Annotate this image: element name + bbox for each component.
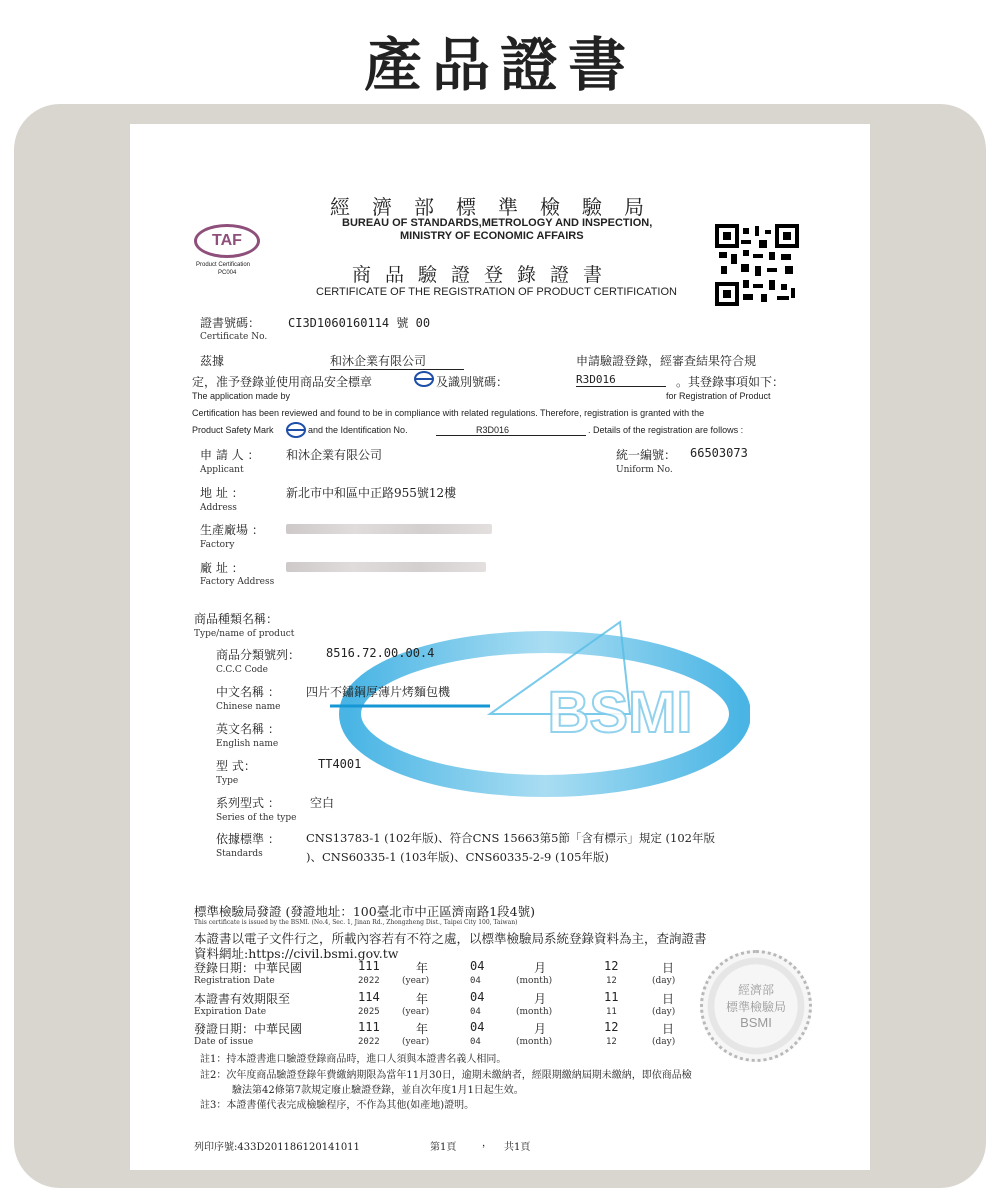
registration-date-label: 登錄日期：中華民國 <box>194 961 303 975</box>
intro-company: 和沐企業有限公司 <box>330 352 464 370</box>
page-total: 共1頁 <box>504 1142 531 1153</box>
issue-year: 111 <box>358 1020 380 1034</box>
issue-month-unit-en: (month) <box>516 1037 553 1047</box>
electronic-note-2: 資料網址:https://civil.bsmi.gov.tw <box>194 946 399 961</box>
standards-label: 依據標準 ： <box>216 832 280 846</box>
issue-date-label: 發證日期：中華民國 <box>194 1022 303 1036</box>
expiration-month: 04 <box>470 990 485 1004</box>
registration-day-unit-en: (day) <box>652 976 676 986</box>
expiration-day: 11 <box>604 990 619 1004</box>
certificate-number-label-en: Certificate No. <box>200 332 268 342</box>
registration-day: 12 <box>604 959 619 973</box>
chinese-name-label: 中文名稱 ： <box>216 685 280 699</box>
intro-en-1b: for Registration of Product <box>666 391 771 401</box>
standards-line-2: )、CNS60335-1 (103年版)、CNS60335-2-9 (105年版) <box>306 850 609 864</box>
bsmi-watermark <box>330 614 750 814</box>
seal-line-2: 標準檢驗局 <box>725 1000 786 1014</box>
taf-subtitle-1: Product Certification <box>196 262 251 268</box>
agency-name-en-2: MINISTRY OF ECONOMIC AFFAIRS <box>400 230 584 242</box>
series-label-en: Series of the type <box>216 813 297 823</box>
expiration-year-en: 2025 <box>358 1007 380 1017</box>
english-name-label: 英文名稱 ： <box>216 722 280 736</box>
issue-day-unit: 日 <box>662 1022 675 1036</box>
expiration-year: 114 <box>358 990 380 1004</box>
registration-month-unit: 月 <box>534 961 547 975</box>
intro-en-3b: and the Identification No. <box>308 425 408 435</box>
chinese-name-value: 四片不鏽鋼厚薄片烤麵包機 <box>306 685 451 699</box>
uniform-number-value: 66503073 <box>690 446 748 460</box>
factory-label: 生產廠場 ： <box>200 523 264 537</box>
intro-en-1a: The application made by <box>192 391 291 401</box>
issue-day-unit-en: (day) <box>652 1037 676 1047</box>
issue-day-en: 12 <box>606 1037 617 1047</box>
uniform-number-label-en: Uniform No. <box>616 465 673 475</box>
applicant-label: 申 請 人 ： <box>200 448 260 462</box>
expiration-day-unit: 日 <box>662 992 675 1006</box>
factory-address-label-en: Factory Address <box>200 577 275 587</box>
certificate-title-en: CERTIFICATE OF THE REGISTRATION OF PRODUCT CERTIFICATION <box>316 286 677 298</box>
issue-day: 12 <box>604 1020 619 1034</box>
intro-prefix: 茲據 <box>200 354 225 368</box>
issue-year-unit-en: (year) <box>402 1037 430 1047</box>
page-separator: ， <box>482 1138 492 1149</box>
print-serial: 列印序號:433D201186120141011 <box>194 1142 360 1153</box>
model-label-en: Type <box>216 776 239 786</box>
registration-date-label-en: Registration Date <box>194 976 275 986</box>
issue-date-label-en: Date of issue <box>194 1037 254 1047</box>
expiration-day-en: 11 <box>606 1007 617 1017</box>
intro-line-2: 定，准予登錄並使用商品安全標章 <box>192 375 373 389</box>
registration-day-unit: 日 <box>662 961 675 975</box>
agency-name-en-1: BUREAU OF STANDARDS,METROLOGY AND INSPECTION, <box>342 217 653 229</box>
registration-year-unit-en: (year) <box>402 976 430 986</box>
expiration-day-unit-en: (day) <box>652 1007 676 1017</box>
product-type-label: 商品種類名稱： <box>194 612 279 626</box>
registration-year-unit: 年 <box>416 961 429 975</box>
uniform-number-label: 統一編號： <box>616 448 677 462</box>
certificate-number-label: 證書號碼： <box>200 316 261 330</box>
registration-year-en: 2022 <box>358 976 380 986</box>
note-2a: 註2：次年度商品驗證登錄年費繳納期限為當年11月30日，逾期未繳納者，經限期繳納屆期未繳納，即依商品檢 <box>200 1070 692 1081</box>
issuer-line: 標準檢驗局發證 (發證地址：100臺北市中正區濟南路1段4號) <box>194 904 535 919</box>
note-1: 註1：持本證書進口驗證登錄商品時，進口人須與本證書名義人相同。 <box>200 1054 507 1065</box>
standards-line-1: CNS13783-1 (102年版)、符合CNS 15663第5節「含有標示」規定 (102年版 <box>306 831 715 845</box>
certificate-title-cn: 商品驗證登錄證書 <box>352 264 617 286</box>
factory-redacted <box>286 524 492 534</box>
factory-label-en: Factory <box>200 540 235 550</box>
registration-month: 04 <box>470 959 485 973</box>
bsmi-seal <box>700 950 812 1062</box>
registration-month-en: 04 <box>470 976 481 986</box>
intro-line-1-end: 申請驗證登錄，經審查結果符合規 <box>576 354 757 368</box>
expiration-year-unit-en: (year) <box>402 1007 430 1017</box>
issue-year-en: 2022 <box>358 1037 380 1047</box>
intro-id-code: R3D016 <box>576 373 666 387</box>
registration-year: 111 <box>358 959 380 973</box>
standards-label-en: Standards <box>216 849 263 859</box>
intro-en-3c: R3D016 <box>436 425 586 436</box>
agency-name-cn: 經濟部標準檢驗局 <box>330 195 666 219</box>
intro-id-label: 及識別號碼： <box>436 375 509 389</box>
qr-code <box>715 224 799 306</box>
model-value: TT4001 <box>318 757 362 771</box>
taf-logo-text: TAF <box>212 232 242 249</box>
seal-line-1: 經濟部 <box>737 983 774 997</box>
factory-address-redacted <box>286 562 486 572</box>
page-title: 產品證書 <box>363 31 636 99</box>
intro-en-3a: Product Safety Mark <box>192 425 274 435</box>
product-type-label-en: Type/name of product <box>194 629 295 639</box>
series-label: 系列型式 ： <box>216 796 280 810</box>
model-label: 型 式： <box>216 759 256 773</box>
issue-month-unit: 月 <box>534 1022 547 1036</box>
expiration-month-unit-en: (month) <box>516 1007 553 1017</box>
expiration-month-unit: 月 <box>534 992 547 1006</box>
ccc-code-label-en: C.C.C Code <box>216 665 268 675</box>
intro-en-2: Certification has been reviewed and found to be in compliance with related regulations. Therefore, registration is granted with the <box>192 408 705 418</box>
registration-month-unit-en: (month) <box>516 976 553 986</box>
watermark-text: BSMI <box>547 680 693 745</box>
registration-day-en: 12 <box>606 976 617 986</box>
expiration-year-unit: 年 <box>416 992 429 1006</box>
expiration-date-label: 本證書有效期限至 <box>194 992 291 1006</box>
applicant-value: 和沐企業有限公司 <box>286 448 383 462</box>
issue-month: 04 <box>470 1020 485 1034</box>
address-value: 新北市中和區中正路955號12樓 <box>286 486 457 500</box>
issue-year-unit: 年 <box>416 1022 429 1036</box>
intro-line-2-end: 。其登錄事項如下： <box>676 375 785 389</box>
applicant-label-en: Applicant <box>200 465 244 475</box>
issuer-line-en: This certificate is issued by the BSMI. (No.4, Sec. 1, Jinan Rd., Zhongzheng Dist., Taipei City 100, Taiwan) <box>194 919 518 926</box>
electronic-note-1: 本證書以電子文件行之，所載內容若有不符之處，以標準檢驗局系統登錄資料為主，查詢證書 <box>194 931 707 946</box>
address-label-en: Address <box>200 503 237 513</box>
page-number: 第1頁 <box>430 1142 457 1153</box>
safety-mark-icon <box>286 422 306 438</box>
english-name-label-en: English name <box>216 739 279 749</box>
issue-month-en: 04 <box>470 1037 481 1047</box>
chinese-name-label-en: Chinese name <box>216 702 281 712</box>
taf-logo <box>194 224 260 258</box>
note-3: 註3：本證書僅代表完成檢驗程序，不作為其他(如產地)證明。 <box>200 1100 475 1111</box>
ccc-code-value: 8516.72.00.00.4 <box>326 646 435 660</box>
series-value: 空白 <box>310 796 335 810</box>
taf-subtitle-2: PC004 <box>218 270 237 276</box>
note-2b: 驗法第42條第7款規定廢止驗證登錄，並自次年度1月1日起生效。 <box>232 1085 524 1096</box>
address-label: 地 址 ： <box>200 486 244 500</box>
expiration-date-label-en: Expiration Date <box>194 1007 267 1017</box>
ccc-code-label: 商品分類號列： <box>216 648 301 662</box>
certificate-number-value: CI3D1060160114 號 00 <box>288 316 431 330</box>
expiration-month-en: 04 <box>470 1007 481 1017</box>
factory-address-label: 廠 址 ： <box>200 561 244 575</box>
certificate-sheet <box>130 124 870 1170</box>
safety-mark-icon <box>414 371 434 387</box>
seal-line-3: BSMI <box>740 1015 772 1030</box>
intro-en-3d: . Details of the registration are follows : <box>588 425 744 435</box>
